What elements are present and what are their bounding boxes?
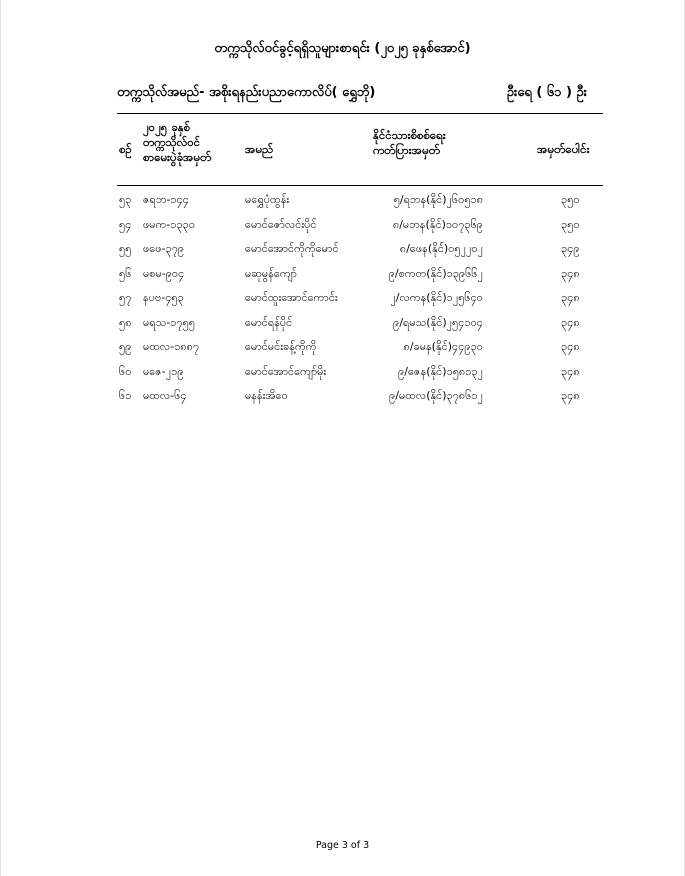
document-title: တက္ကသိုလ်ဝင်ခွင့်ရရှိသူများစာရင်း (၂၀၂၅ ခုနှစ်အောင်) bbox=[214, 41, 471, 56]
cell-marks: ၃၄၈ bbox=[561, 315, 580, 329]
cell-exam-number: ဖမက-၁၃၃၀ bbox=[143, 217, 196, 231]
total-count: ဦးရေ ( ၆၁ ) ဦး bbox=[506, 85, 587, 100]
cell-serial: ၅၄ bbox=[119, 217, 132, 231]
cell-nrc: ၈/ခမန(နိုင်)၄၄၉၃၀ bbox=[403, 340, 483, 353]
cell-exam-number: မဇေ-၂၁၉ bbox=[143, 364, 184, 378]
cell-nrc: ၉/စကတ(နိုင်)၁၃၉၆၆၂ bbox=[388, 266, 483, 280]
table-header bbox=[117, 113, 603, 186]
table-row bbox=[117, 286, 603, 311]
header-exam-number-line3: စာမေးပွဲခုံအမှတ် bbox=[143, 150, 212, 164]
page-footer: Page 3 of 3 bbox=[315, 840, 370, 851]
cell-name: မောင်မင်းခန့်ကိုကို bbox=[245, 340, 317, 353]
cell-name: မနန်းအိဝေ bbox=[245, 389, 288, 402]
table-row bbox=[117, 213, 603, 238]
cell-name: မောင်ထူးအောင်ကောင်း bbox=[245, 291, 338, 304]
cell-nrc: ၈/မဘန(နိုင်)၁၀၇၃၆၉ bbox=[392, 217, 483, 231]
header-exam-number bbox=[143, 120, 211, 165]
cell-name: မောင်ဇော်လင်းပိုင် bbox=[245, 217, 317, 231]
cell-exam-number: မစမ-၉၀၄ bbox=[143, 266, 185, 280]
table-row bbox=[117, 262, 603, 287]
cell-serial: ၅၆ bbox=[119, 266, 132, 280]
cell-marks: ၃၄၈ bbox=[561, 266, 580, 280]
table-row bbox=[117, 384, 603, 409]
cell-marks: ၃၄၈ bbox=[561, 291, 580, 304]
cell-serial: ၅၈ bbox=[119, 315, 132, 329]
cell-exam-number: ဖဖေ-၃၇၉ bbox=[143, 242, 185, 255]
cell-nrc: ၂/လကန(နိုင်)၁၂၅၆၄၀ bbox=[390, 291, 483, 304]
cell-serial: ၅၅ bbox=[119, 242, 132, 255]
table-body bbox=[117, 188, 603, 409]
table-row bbox=[117, 237, 603, 262]
cell-nrc: ၉/ဇေန(နိုင်)၁၅၈၁၃၂ bbox=[398, 364, 483, 378]
header-total-marks: အမှတ်ပေါင်း bbox=[537, 142, 590, 156]
cell-exam-number: ဇရဘ-၁၄၄ bbox=[143, 193, 189, 206]
university-name: တက္ကသိုလ်အမည်- အစိုးရနည်းပညာကောလိပ်( ရွှေဘို) bbox=[117, 85, 376, 100]
cell-marks: ၃၅၀ bbox=[561, 217, 580, 231]
table-row bbox=[117, 311, 603, 336]
cell-name: မောင်အောင်ကိုကိုမောင် bbox=[245, 242, 339, 255]
cell-exam-number: မရသ-၁၇၅၅ bbox=[143, 315, 195, 329]
cell-nrc: ၉/ရမသ(နိုင်)၂၅၄၁၀၄ bbox=[393, 315, 483, 329]
header-exam-number-line1: ၂၀၂၅ ခုနှစ် bbox=[143, 120, 191, 134]
cell-nrc: ၈/ဖေန(နိုင်)၀၅၂၂၀၂ bbox=[399, 242, 483, 255]
cell-serial: ၅၇ bbox=[119, 291, 132, 304]
header-exam-number-line2: တက္ကသိုလ်ဝင် bbox=[143, 135, 201, 149]
cell-name: မရွှေပုံထွန်း bbox=[245, 193, 290, 206]
cell-serial: ၆၀ bbox=[119, 364, 132, 378]
header-nrc-line1: နိုင်ငံသားစိစစ်ရေး bbox=[373, 128, 446, 142]
header-nrc bbox=[373, 128, 446, 158]
cell-marks: ၃၄၈ bbox=[561, 364, 580, 378]
table-row bbox=[117, 360, 603, 385]
header-name: အမည် bbox=[245, 142, 274, 156]
cell-marks: ၃၄၈ bbox=[561, 340, 580, 353]
cell-serial: ၅၉ bbox=[119, 340, 132, 353]
cell-serial: ၅၃ bbox=[119, 193, 132, 206]
cell-name: မောင်ရန်ပိုင် bbox=[245, 315, 293, 329]
cell-name: မဆုမွန်ကျော် bbox=[245, 266, 297, 280]
cell-marks: ၃၄၈ bbox=[561, 389, 580, 402]
cell-marks: ၃၄၉ bbox=[561, 242, 580, 255]
header-nrc-line2: ကတ်ပြားအမှတ် bbox=[373, 143, 440, 157]
cell-exam-number: နပဗ-၄၅၃ bbox=[143, 291, 184, 304]
cell-nrc: ၉/မထလ(နိုင်)၃၇၈၆၁၂ bbox=[389, 389, 483, 402]
cell-exam-number: မထလ-၁၈၈၇ bbox=[143, 340, 200, 353]
cell-name: မောင်အောင်ကျော်မိုး bbox=[245, 364, 327, 378]
cell-marks: ၃၅၀ bbox=[561, 193, 580, 206]
cell-nrc: ၅/ရဘန(နိုင်)၂၆၀၅၁၈ bbox=[393, 193, 483, 206]
table-row bbox=[117, 188, 603, 213]
header-serial: စဉ် bbox=[119, 142, 132, 156]
cell-serial: ၆၁ bbox=[119, 389, 132, 402]
table-row bbox=[117, 335, 603, 360]
cell-exam-number: မထလ-၆၄ bbox=[143, 389, 187, 402]
